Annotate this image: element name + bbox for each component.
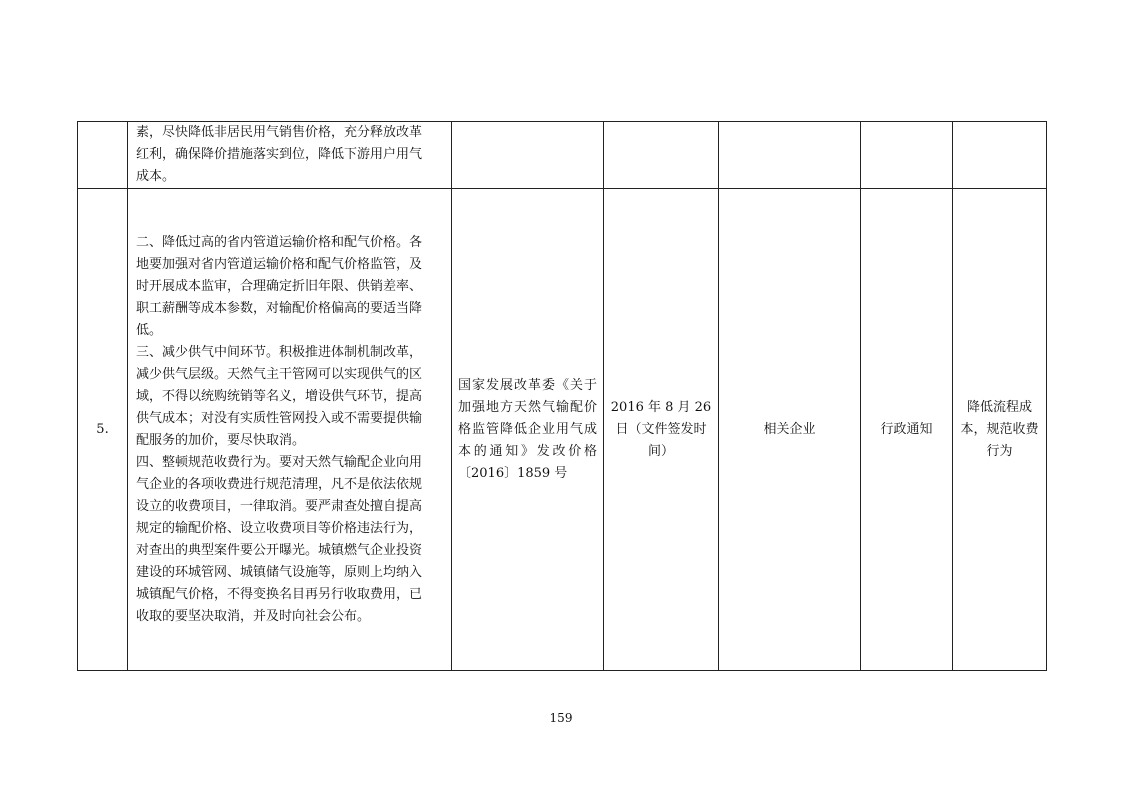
content-line: 收取的要坚决取消，并及时向社会公布。	[136, 608, 371, 624]
content-line: 四、整顿规范收费行为。要对天然气输配企业向用	[136, 454, 423, 470]
table-row-5	[78, 189, 1047, 671]
issue-date-cell: 2016 年 8 月 26 日（文件签发时间）	[604, 189, 719, 671]
content-line: 设立的收费项目，一律取消。要严肃查处擅自提高	[136, 498, 423, 514]
policy-basis-cell	[452, 122, 604, 189]
content-line: 规定的输配价格、设立收费项目等价格违法行为，	[136, 520, 423, 536]
content-line: 城镇配气价格，不得变换名目再另行收取费用，已	[136, 586, 423, 602]
target-object-cell	[719, 122, 861, 189]
content-line: 红利，确保降价措施落实到位，降低下游用户用气	[136, 147, 423, 162]
measure-content-cell	[128, 122, 452, 189]
category-cell: 降低流程成本，规范收费行为	[953, 189, 1047, 671]
content-line: 对查出的典型案件要公开曝光。城镇燃气企业投资	[136, 542, 423, 558]
policy-basis-cell: 国家发展改革委《关于加强地方天然气输配价格监管降低企业用气成本的通知》发改价格〔2016〕1859 号	[452, 189, 604, 671]
page-number: 159	[549, 711, 573, 725]
target-object-cell: 相关企业	[719, 189, 861, 671]
content-line: 三、减少供气中间环节。积极推进体制机制改革，	[136, 344, 423, 360]
content-line: 气企业的各项收费进行规范清理，凡不是依法依规	[136, 476, 423, 492]
content-line: 域，不得以统购统销等名义，增设供气环节，提高	[136, 388, 423, 404]
issue-date-cell	[604, 122, 719, 189]
content-line: 素，尽快降低非居民用气销售价格，充分释放改革	[136, 125, 423, 140]
table-row-continued	[78, 122, 1047, 189]
content-line: 供气成本；对没有实质性管网投入或不需要提供输	[136, 410, 423, 426]
row-number-cell	[78, 122, 128, 189]
category-cell	[953, 122, 1047, 189]
document-type-cell: 行政通知	[861, 189, 953, 671]
content-line: 地要加强对省内管道运输价格和配气价格监管，及	[136, 256, 423, 272]
content-line: 成本。	[136, 169, 176, 184]
content-line: 配服务的加价，要尽快取消。	[136, 432, 306, 448]
row-number-cell: 5.	[78, 189, 128, 671]
content-line: 时开展成本监审，合理确定折旧年限、供销差率、	[136, 278, 423, 294]
content-line: 低。	[136, 322, 163, 338]
content-line: 建设的环城管网、城镇储气设施等，原则上均纳入	[136, 564, 423, 580]
document-type-cell	[861, 122, 953, 189]
content-line: 二、降低过高的省内管道运输价格和配气价格。各	[136, 234, 423, 250]
policy-table	[77, 121, 1047, 671]
content-line: 减少供气层级。天然气主干管网可以实现供气的区	[136, 366, 423, 382]
measure-content-cell	[128, 189, 452, 671]
content-line: 职工薪酬等成本参数，对输配价格偏高的要适当降	[136, 300, 423, 316]
